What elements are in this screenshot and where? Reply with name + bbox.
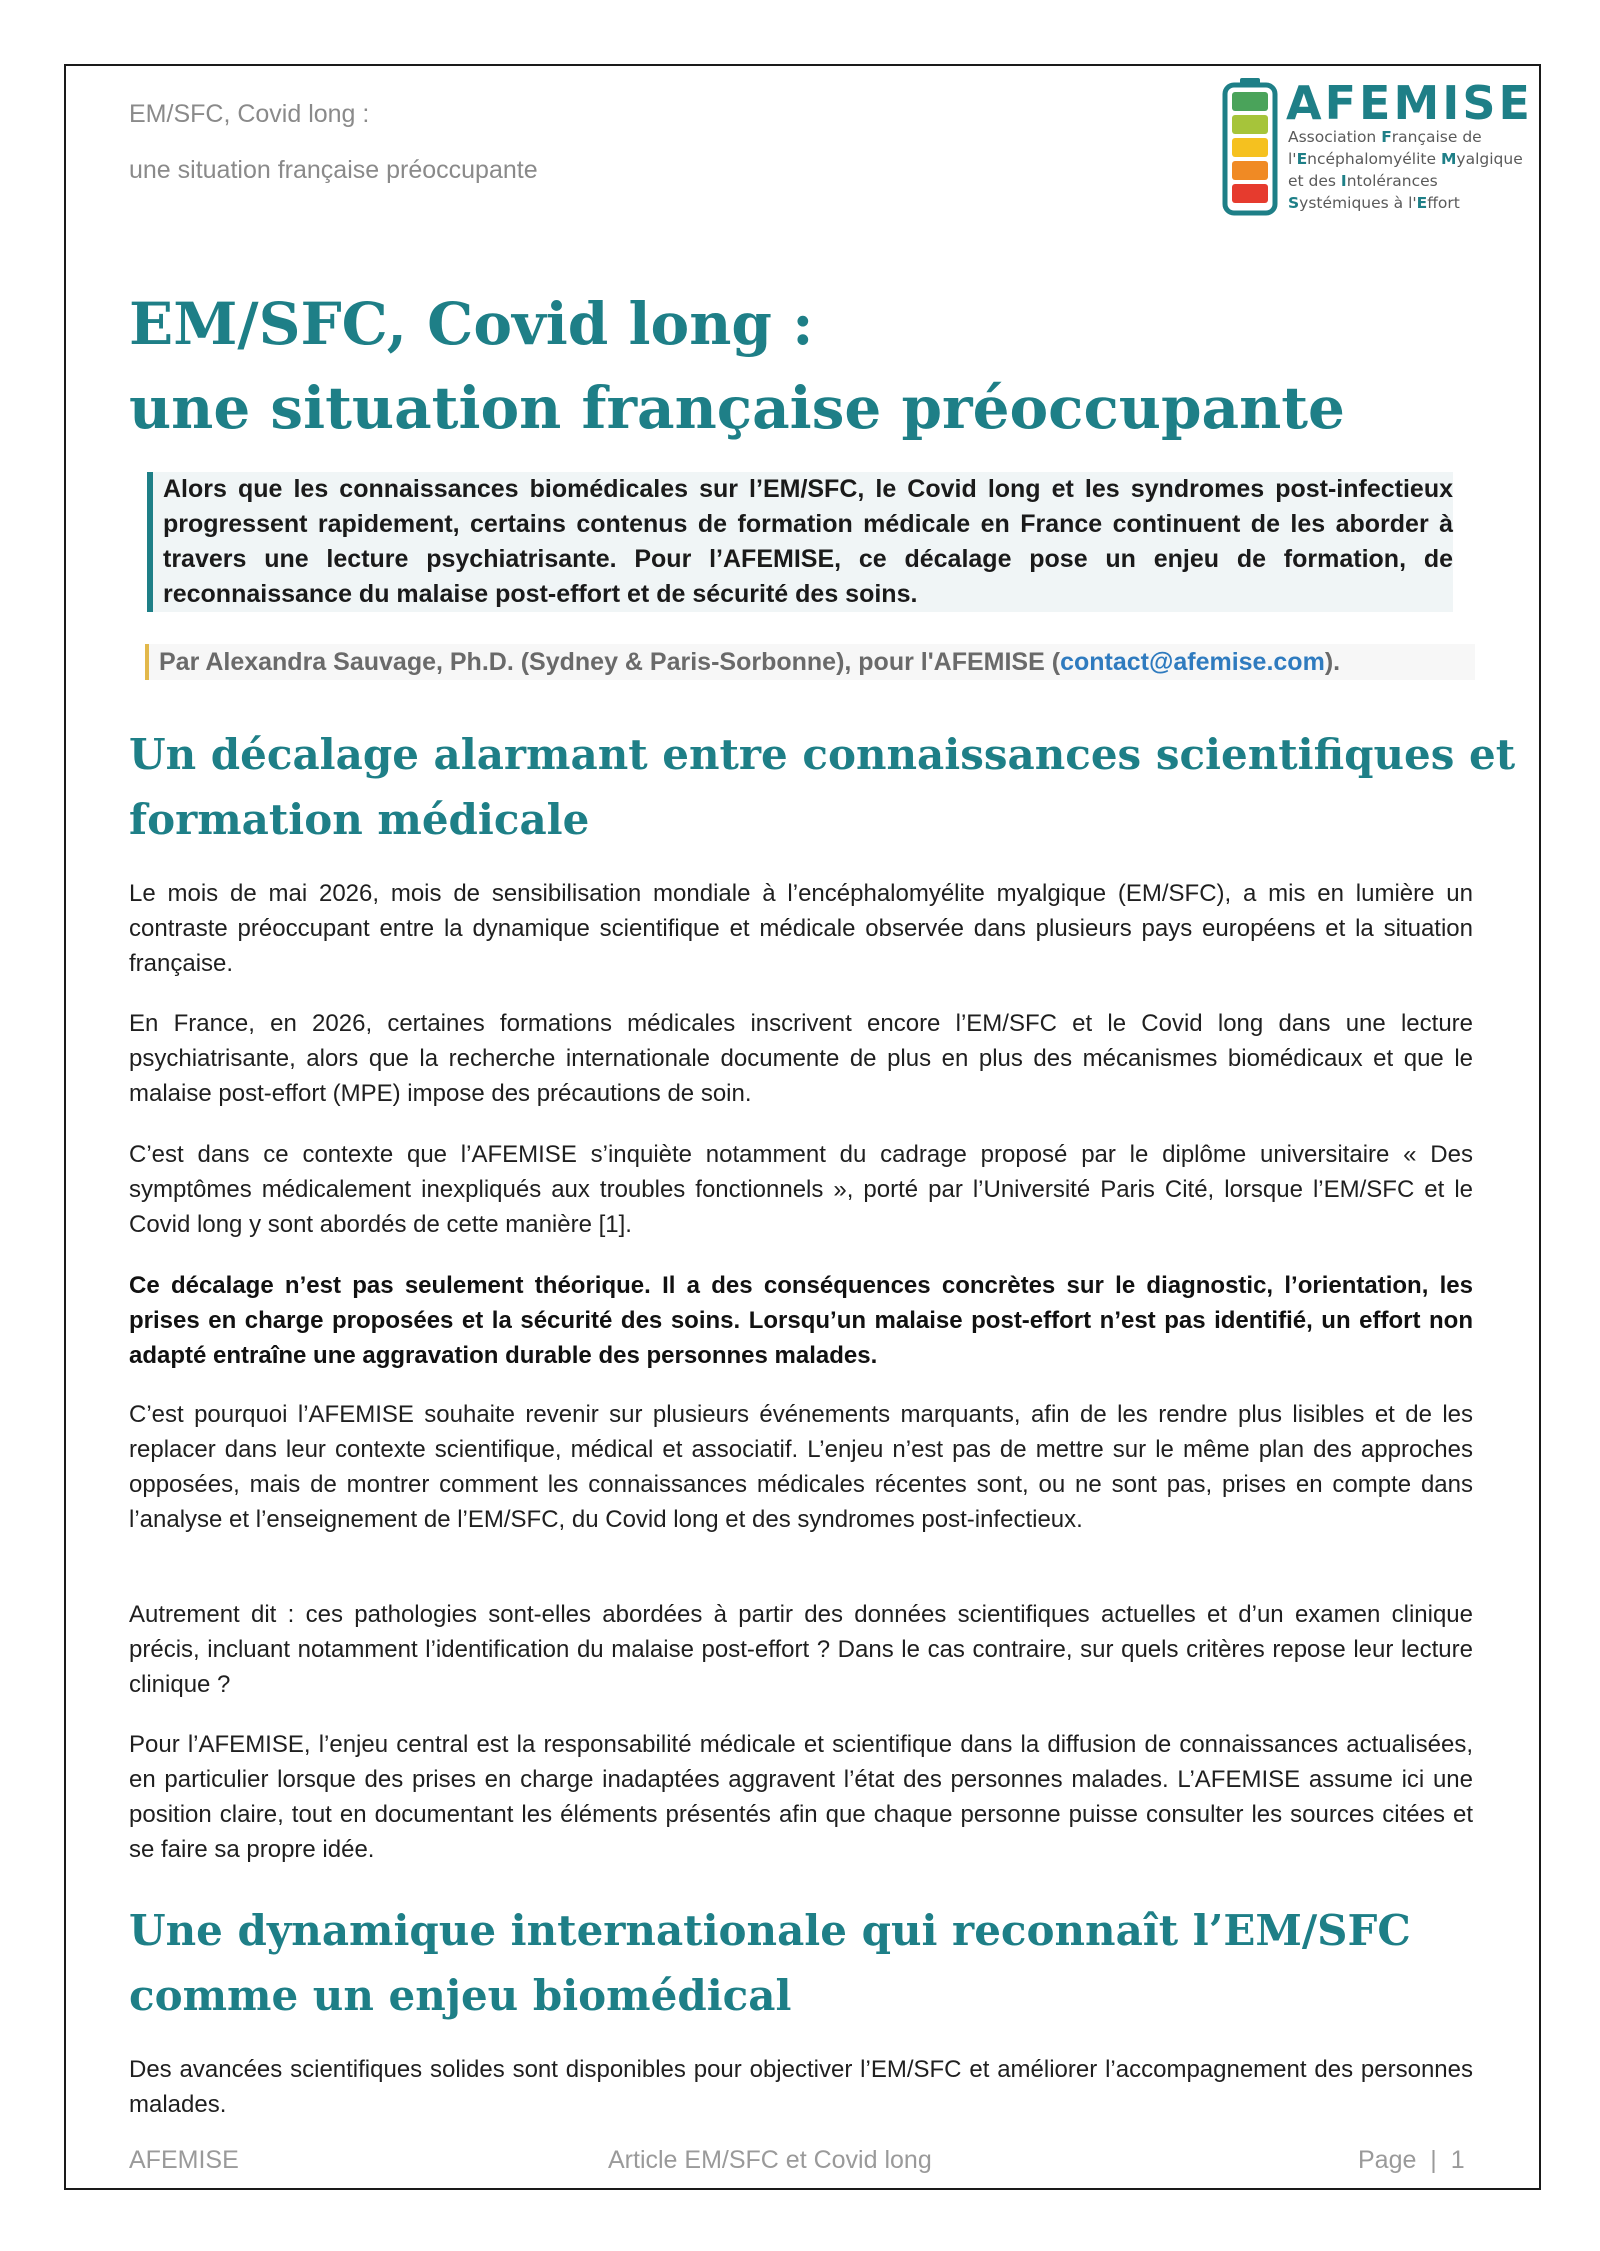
lead-callout bbox=[147, 472, 1453, 612]
section1-paragraph-1: Le mois de mai 2026, mois de sensibilisation mondiale à l’encéphalomyélite myalgique (EM/SFC), a mis en lumière un contraste préoccupant entre la dynamique scientifique et médicale observée dans plusieurs pays européens et la situation française. bbox=[129, 880, 1473, 977]
battery-cell bbox=[1232, 92, 1268, 111]
footer-center: Article EM/SFC et Covid long bbox=[608, 2146, 932, 2174]
section1-paragraph-3: C’est dans ce contexte que l’AFEMISE s’inquiète notamment du cadrage proposé par le diplôme universitaire « Des symptômes médicalement inexpliqués aux troubles fonctionnels », porté par l’Université Paris Cité, lorsque l’EM/SFC et le Covid long y sont abordés de cette manière [1]. bbox=[129, 1141, 1473, 1238]
title-line2: une situation française préoccupante bbox=[129, 374, 1345, 442]
footer-left: AFEMISE bbox=[129, 2146, 239, 2174]
contact-email-link[interactable]: contact@afemise.com bbox=[1060, 648, 1325, 676]
logo-tagline-line2: l'Encéphalomyélite Myalgique bbox=[1288, 150, 1523, 168]
section2-paragraph-1: Des avancées scientifiques solides sont disponibles pour objectiver l’EM/SFC et améliorer l’accompagnement des personnes malades. bbox=[129, 2056, 1473, 2118]
byline-end: ). bbox=[1324, 648, 1341, 676]
battery-cell bbox=[1232, 184, 1268, 203]
footer-page bbox=[1358, 2146, 1465, 2175]
byline-text: Par Alexandra Sauvage, Ph.D. (Sydney & Paris-Sorbonne), pour l'AFEMISE ( bbox=[159, 648, 1061, 676]
battery-cell bbox=[1232, 138, 1268, 157]
afemise-logo bbox=[1222, 76, 1532, 216]
article-title bbox=[129, 282, 1345, 450]
running-header-line2: une situation française préoccupante bbox=[129, 156, 538, 184]
footer-separator: | bbox=[1430, 2146, 1437, 2174]
section2-heading bbox=[129, 1898, 1411, 2028]
author-byline bbox=[145, 644, 1475, 680]
footer-page-label: Page bbox=[1358, 2146, 1417, 2174]
section1-paragraph-2: En France, en 2026, certaines formations médicales inscrivent encore l’EM/SFC et le Covid long dans une lecture psychiatrisante, alors que la recherche internationale documente de plus en plus des mécanismes biomédicaux et que le malaise post-effort (MPE) impose des précautions de soin. bbox=[129, 1010, 1473, 1107]
section1-heading-line1: Un décalage alarmant entre connaissances scientifiques et bbox=[129, 730, 1516, 779]
section1-paragraph-7: Pour l’AFEMISE, l’enjeu central est la responsabilité médicale et scientifique dans la diffusion de connaissances actualisées, en particulier lorsque des prises en charge inadaptées aggravent l’état des personnes malades. L’AFEMISE assume ici une position claire, tout en documentant les éléments présentés afin que chaque personne puisse consulter les sources citées et se faire sa propre idée. bbox=[129, 1731, 1473, 1863]
lead-text: Alors que les connaissances biomédicales sur l’EM/SFC, le Covid long et les syndromes post-infectieux progressent rapidement, certains contenus de formation médicale en France continuent de les aborder à travers une lecture psychiatrisante. Pour l’AFEMISE, ce décalage pose un enjeu de formation, de reconnaissance du malaise post-effort et de sécurité des soins. bbox=[163, 475, 1453, 608]
section1-heading-line2: formation médicale bbox=[129, 795, 590, 844]
logo-wordmark: AFEMISE bbox=[1286, 76, 1533, 130]
section1-paragraph-6: Autrement dit : ces pathologies sont-elles abordées à partir des données scientifiques actuelles et d’un examen clinique précis, incluant notamment l’identification du malaise post-effort ? Dans le cas contraire, sur quels critères repose leur lecture clinique ? bbox=[129, 1601, 1473, 1698]
battery-cell bbox=[1232, 161, 1268, 180]
section1-paragraph-5: C’est pourquoi l’AFEMISE souhaite revenir sur plusieurs événements marquants, afin de les rendre plus lisibles et de les replacer dans leur contexte scientifique, médical et associatif. L’enjeu n’est pas de mettre sur le même plan des approches opposées, mais de montrer comment les connaissances médicales récentes sont, ou ne sont pas, prises en compte dans l’analyse et l’enseignement de l’EM/SFC, du Covid long et des syndromes post-infectieux. bbox=[129, 1401, 1473, 1533]
section1-heading bbox=[129, 722, 1515, 852]
running-header-line1: EM/SFC, Covid long : bbox=[129, 100, 370, 128]
logo-tagline-line3: et des Intolérances bbox=[1288, 172, 1438, 190]
title-line1: EM/SFC, Covid long : bbox=[129, 290, 814, 358]
battery-cell bbox=[1232, 115, 1268, 134]
section2-heading-line1: Une dynamique internationale qui reconnaît l’EM/SFC bbox=[129, 1906, 1411, 1955]
section1-paragraph-4: Ce décalage n’est pas seulement théorique. Il a des conséquences concrètes sur le diagnostic, l’orientation, les prises en charge proposées et la sécurité des soins. Lorsqu’un malaise post-effort n’est pas identifié, un effort non adapté entraîne une aggravation durable des personnes malades. bbox=[129, 1272, 1473, 1369]
footer-page-number: 1 bbox=[1450, 2146, 1465, 2174]
battery-logo-icon bbox=[1222, 76, 1278, 216]
section2-heading-line2: comme un enjeu biomédical bbox=[129, 1971, 792, 2020]
logo-tagline-line1: Association Française de bbox=[1288, 128, 1482, 146]
logo-tagline-line4: Systémiques à l'Effort bbox=[1288, 194, 1460, 212]
